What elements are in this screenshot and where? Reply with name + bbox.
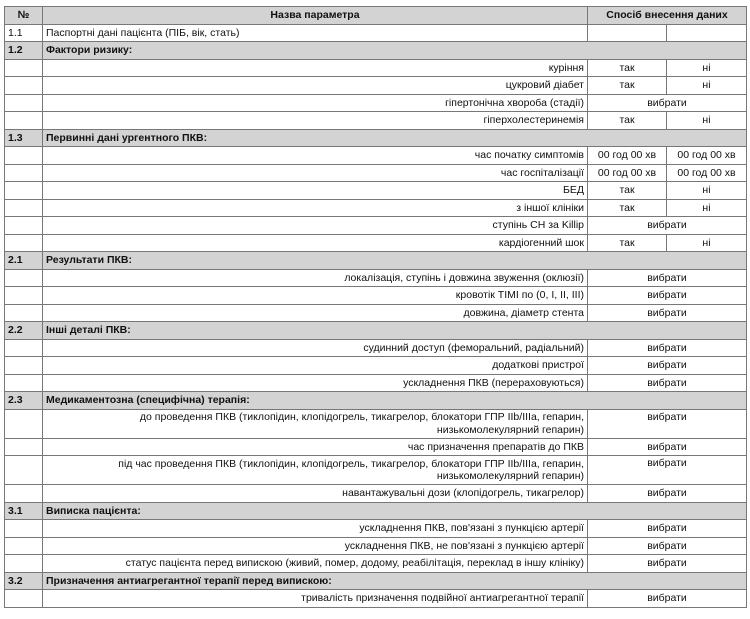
select-option[interactable]: вибрати	[588, 217, 747, 235]
section-number: 2.2	[5, 322, 43, 340]
section-row	[5, 502, 747, 520]
section-number: 3.2	[5, 572, 43, 590]
parameter-name: локалізація, ступінь і довжина звуження (оклюзії)	[43, 269, 588, 287]
select-option[interactable]: вибрати	[588, 456, 747, 485]
option-2[interactable]: 00 год 00 хв	[667, 164, 747, 182]
row-number	[5, 182, 43, 200]
section-row	[5, 42, 747, 60]
select-option[interactable]: вибрати	[588, 590, 747, 608]
select-option[interactable]: вибрати	[588, 520, 747, 538]
parameter-name: до проведення ПКВ (тиклопідин, клопідогрель, тикагрелор, блокатори ГПР IIb/IIIa, гепарин, низькомолекулярний гепарин)	[43, 409, 588, 438]
option-2[interactable]: ні	[667, 59, 747, 77]
row-number	[5, 199, 43, 217]
section-title: Результати ПКВ:	[43, 252, 747, 270]
select-option[interactable]: вибрати	[588, 94, 747, 112]
row-number	[5, 456, 43, 485]
parameter-name: куріння	[43, 59, 588, 77]
section-title: Фактори ризику:	[43, 42, 747, 60]
table-row	[5, 357, 747, 375]
section-title: Первинні дані ургентного ПКВ:	[43, 129, 747, 147]
table-row	[5, 537, 747, 555]
parameters-table	[4, 6, 747, 608]
select-option[interactable]: вибрати	[588, 537, 747, 555]
option-2[interactable]: ні	[667, 234, 747, 252]
table-row	[5, 456, 747, 485]
table-row	[5, 555, 747, 573]
parameter-name: судинний доступ (феморальний, радіальний)	[43, 339, 588, 357]
row-number	[5, 555, 43, 573]
parameter-name: ступінь СН за Killip	[43, 217, 588, 235]
header-number: №	[5, 7, 43, 25]
select-option[interactable]: вибрати	[588, 485, 747, 503]
parameter-name: ускладнення ПКВ, пов'язані з пункцією артерії	[43, 520, 588, 538]
option-1[interactable]: 00 год 00 хв	[588, 164, 667, 182]
table-row	[5, 199, 747, 217]
parameter-name: з іншої клініки	[43, 199, 588, 217]
parameter-name: цукровий діабет	[43, 77, 588, 95]
select-option[interactable]: вибрати	[588, 438, 747, 456]
option-2[interactable]: ні	[667, 199, 747, 217]
parameter-name: ускладнення ПКВ, не пов'язані з пункцією артерії	[43, 537, 588, 555]
select-option[interactable]: вибрати	[588, 409, 747, 438]
table-row	[5, 590, 747, 608]
table-row	[5, 485, 747, 503]
row-number	[5, 112, 43, 130]
section-number: 1.3	[5, 129, 43, 147]
parameter-name: додаткові пристрої	[43, 357, 588, 375]
row-number	[5, 304, 43, 322]
header-input-method: Спосіб внесення даних	[588, 7, 747, 25]
row-number	[5, 234, 43, 252]
row-number	[5, 409, 43, 438]
option-1[interactable]: так	[588, 182, 667, 200]
table-row	[5, 59, 747, 77]
option-1[interactable]: так	[588, 112, 667, 130]
parameter-name: кардіогенний шок	[43, 234, 588, 252]
section-title: Медикаментозна (специфічна) терапія:	[43, 392, 747, 410]
table-row	[5, 409, 747, 438]
row-number	[5, 147, 43, 165]
select-option[interactable]: вибрати	[588, 287, 747, 305]
option-2[interactable]: 00 год 00 хв	[667, 147, 747, 165]
row-number	[5, 590, 43, 608]
row-number	[5, 94, 43, 112]
option-1[interactable]: так	[588, 199, 667, 217]
option-2[interactable]: ні	[667, 112, 747, 130]
option-1[interactable]: так	[588, 77, 667, 95]
row-number	[5, 485, 43, 503]
parameter-name: статус пацієнта перед випискою (живий, помер, додому, реабілітація, переклад в іншу клініку)	[43, 555, 588, 573]
select-option[interactable]: вибрати	[588, 269, 747, 287]
section-title: Виписка пацієнта:	[43, 502, 747, 520]
section-row	[5, 322, 747, 340]
row-number	[5, 269, 43, 287]
section-row	[5, 252, 747, 270]
parameter-name: кровотік ТІМІ по (0, I, II, III)	[43, 287, 588, 305]
table-header-row	[5, 7, 747, 25]
table-row	[5, 339, 747, 357]
parameter-name: тривалість призначення подвійної антиагрегантної терапії	[43, 590, 588, 608]
table-row	[5, 24, 747, 42]
table-row	[5, 112, 747, 130]
section-number: 2.1	[5, 252, 43, 270]
table-body	[5, 24, 747, 607]
row-number	[5, 520, 43, 538]
select-option[interactable]: вибрати	[588, 555, 747, 573]
table-row	[5, 520, 747, 538]
table-row	[5, 164, 747, 182]
row-number	[5, 59, 43, 77]
section-row	[5, 392, 747, 410]
row-number	[5, 164, 43, 182]
table-row	[5, 94, 747, 112]
option-1[interactable]: 00 год 00 хв	[588, 147, 667, 165]
row-number: 1.1	[5, 24, 43, 42]
row-number	[5, 287, 43, 305]
table-row	[5, 374, 747, 392]
parameter-name: під час проведення ПКВ (тиклопідин, клопідогрель, тикагрелор, блокатори ГПР IIb/IIIa, гепарин, низькомолекулярний гепарин)	[43, 456, 588, 485]
parameter-name: Паспортні дані пацієнта (ПІБ, вік, стать)	[43, 24, 588, 42]
section-number: 3.1	[5, 502, 43, 520]
section-number: 1.2	[5, 42, 43, 60]
section-title: Призначення антиагрегантної терапії перед випискою:	[43, 572, 747, 590]
option-1[interactable]	[588, 24, 667, 42]
section-row	[5, 129, 747, 147]
parameter-name: гіперхолестеринемія	[43, 112, 588, 130]
table-row	[5, 182, 747, 200]
table-row	[5, 77, 747, 95]
row-number	[5, 438, 43, 456]
option-1[interactable]: так	[588, 59, 667, 77]
option-2[interactable]: ні	[667, 77, 747, 95]
row-number	[5, 537, 43, 555]
parameter-name: ускладнення ПКВ (перераховуються)	[43, 374, 588, 392]
row-number	[5, 339, 43, 357]
table-row	[5, 304, 747, 322]
select-option[interactable]: вибрати	[588, 357, 747, 375]
parameter-name: довжина, діаметр стента	[43, 304, 588, 322]
row-number	[5, 77, 43, 95]
select-option[interactable]: вибрати	[588, 304, 747, 322]
table-row	[5, 438, 747, 456]
section-title: Інші деталі ПКВ:	[43, 322, 747, 340]
parameter-name: гіпертонічна хвороба (стадії)	[43, 94, 588, 112]
parameter-name: час госпіталізації	[43, 164, 588, 182]
table-row	[5, 234, 747, 252]
table-row	[5, 269, 747, 287]
select-option[interactable]: вибрати	[588, 339, 747, 357]
parameter-name: навантажувальні дози (клопідогрель, тикагрелор)	[43, 485, 588, 503]
option-2[interactable]: ні	[667, 182, 747, 200]
option-1[interactable]: так	[588, 234, 667, 252]
header-parameter-name: Назва параметра	[43, 7, 588, 25]
row-number	[5, 217, 43, 235]
section-row	[5, 572, 747, 590]
parameter-name: час початку симптомів	[43, 147, 588, 165]
select-option[interactable]: вибрати	[588, 374, 747, 392]
row-number	[5, 374, 43, 392]
table-row	[5, 287, 747, 305]
parameter-name: БЕД	[43, 182, 588, 200]
parameter-name: час призначення препаратів до ПКВ	[43, 438, 588, 456]
section-number: 2.3	[5, 392, 43, 410]
row-number	[5, 357, 43, 375]
option-2[interactable]	[667, 24, 747, 42]
table-row	[5, 217, 747, 235]
table-row	[5, 147, 747, 165]
